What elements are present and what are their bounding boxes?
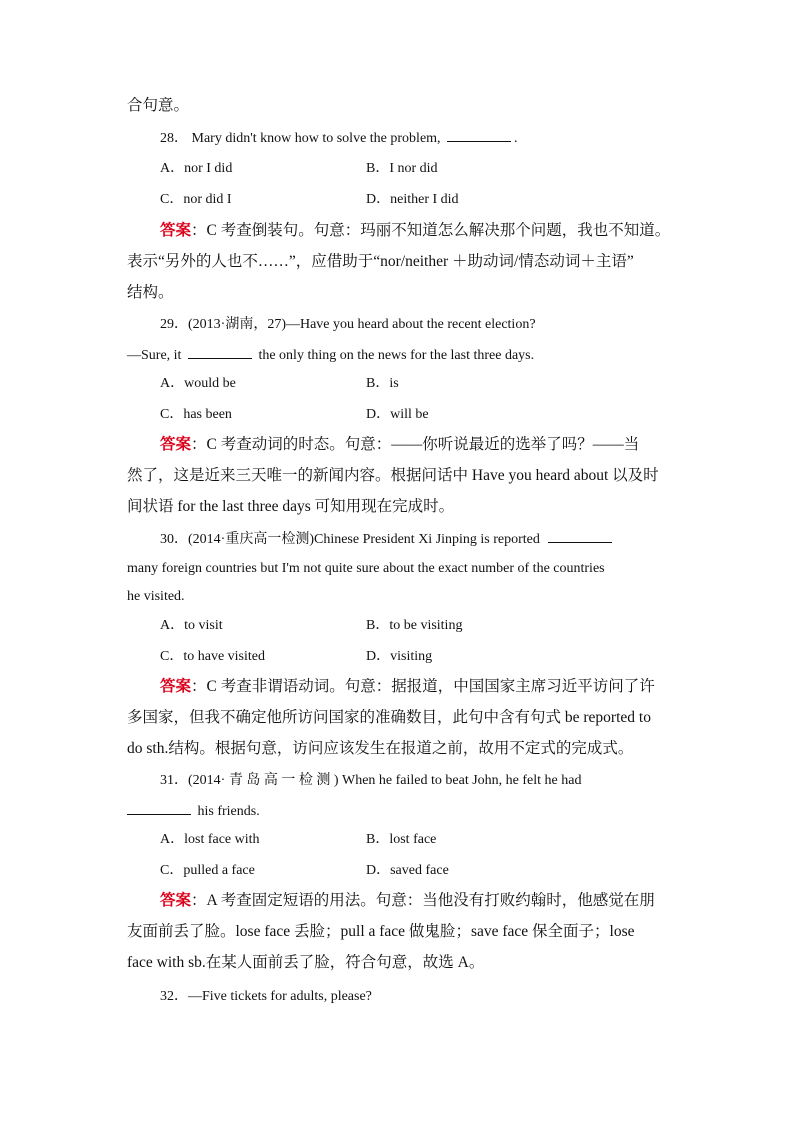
question-30-stem2: many foreign countries but I'm not quite sure about the exact number of the countries <box>127 561 605 576</box>
answer-29-line3: 间状语 for the last three days 可知用现在完成时。 <box>127 498 455 515</box>
answer-blank <box>188 345 252 359</box>
option-b: B．is <box>366 376 399 391</box>
answer-label: 答案 <box>160 222 192 239</box>
question-number: 31． <box>160 773 188 788</box>
option-b: B．to be visiting <box>366 618 463 633</box>
option-c: C．to have visited <box>160 649 265 664</box>
question-number: 32． <box>160 989 188 1004</box>
answer-31-line1 <box>160 891 655 911</box>
answer-text: ：C 考查倒装句。句意：玛丽不知道怎么解决那个问题，我也不知道。 <box>191 222 671 239</box>
answer-30-line2: 多国家，但我不确定他所访问国家的准确数目，此句中含有句式 be reported to <box>127 709 651 726</box>
answer-blank <box>127 801 191 815</box>
answer-text: ：C 考查非谓语动词。句意：据报道，中国国家主席习近平访问了许 <box>191 678 655 695</box>
question-31-stem <box>160 771 581 791</box>
question-text: —Five tickets for adults, please? <box>188 989 372 1004</box>
answer-28-line1 <box>160 221 670 241</box>
option-a: A．would be <box>160 376 236 391</box>
question-text: (2014·重庆高一检测)Chinese President Xi Jinping is reported <box>188 532 540 547</box>
continuation-text: 合句意。 <box>127 97 190 114</box>
answer-29-line1 <box>160 435 639 455</box>
question-text: —Sure, it <box>127 348 182 363</box>
question-29-stem <box>160 315 536 335</box>
option-c: C．nor did I <box>160 192 232 207</box>
answer-blank <box>447 128 511 142</box>
answer-31-line3: face with sb.在某人面前丢了脸，符合句意，故选 A。 <box>127 954 485 971</box>
answer-text: ：A 考查固定短语的用法。句意：当他没有打败约翰时，他感觉在朋 <box>191 892 655 909</box>
question-number: 28． <box>160 131 188 146</box>
answer-29-line2: 然了，这是近来三天唯一的新闻内容。根据问话中 Have you heard about 以及时 <box>127 467 659 484</box>
question-text: (2013·湖南，27)—Have you heard about the recent election? <box>188 317 536 332</box>
answer-28-line2: 表示“另外的人也不……”，应借助于“nor/neither ＋助动词/情态动词＋主语” <box>127 253 634 270</box>
answer-blank <box>548 529 612 543</box>
question-30-stem <box>160 529 615 550</box>
question-number: 30． <box>160 532 188 547</box>
option-d: D．visiting <box>366 649 433 664</box>
answer-31-line2: 友面前丢了脸。lose face 丢脸；pull a face 做鬼脸；save face 保全面子；lose <box>127 923 635 940</box>
option-d: D．saved face <box>366 863 449 878</box>
option-d: D．will be <box>366 407 429 422</box>
question-28-stem <box>160 128 518 149</box>
question-29-stem2 <box>127 345 534 366</box>
question-text: the only thing on the news for the last three days. <box>258 348 535 363</box>
answer-30-line3: do sth.结构。根据句意，访问应该发生在报道之前，故用不定式的完成式。 <box>127 740 634 757</box>
question-text: Mary didn't know how to solve the problem, <box>191 131 441 146</box>
question-text: (2014· 青 岛 高 一 检 测 ) When he failed to beat John, he felt he had <box>188 773 582 788</box>
question-text-end: . <box>514 131 518 146</box>
answer-text: ：C 考查动词的时态。句意：——你听说最近的选举了吗？——当 <box>191 436 640 453</box>
question-32-stem <box>160 987 372 1007</box>
answer-label: 答案 <box>160 678 192 695</box>
answer-label: 答案 <box>160 892 192 909</box>
option-b: B．I nor did <box>366 161 438 176</box>
option-c: C．pulled a face <box>160 863 255 878</box>
question-31-stem2 <box>127 801 260 822</box>
option-a: A．to visit <box>160 618 223 633</box>
question-number: 29． <box>160 317 188 332</box>
option-a: A．nor I did <box>160 161 233 176</box>
answer-30-line1 <box>160 677 655 697</box>
option-b: B．lost face <box>366 832 437 847</box>
question-text: his friends. <box>197 804 260 819</box>
question-30-stem3: he visited. <box>127 589 185 604</box>
option-c: C．has been <box>160 407 232 422</box>
answer-28-line3: 结构。 <box>127 284 174 301</box>
option-a: A．lost face with <box>160 832 260 847</box>
option-d: D．neither I did <box>366 192 459 207</box>
answer-label: 答案 <box>160 436 192 453</box>
